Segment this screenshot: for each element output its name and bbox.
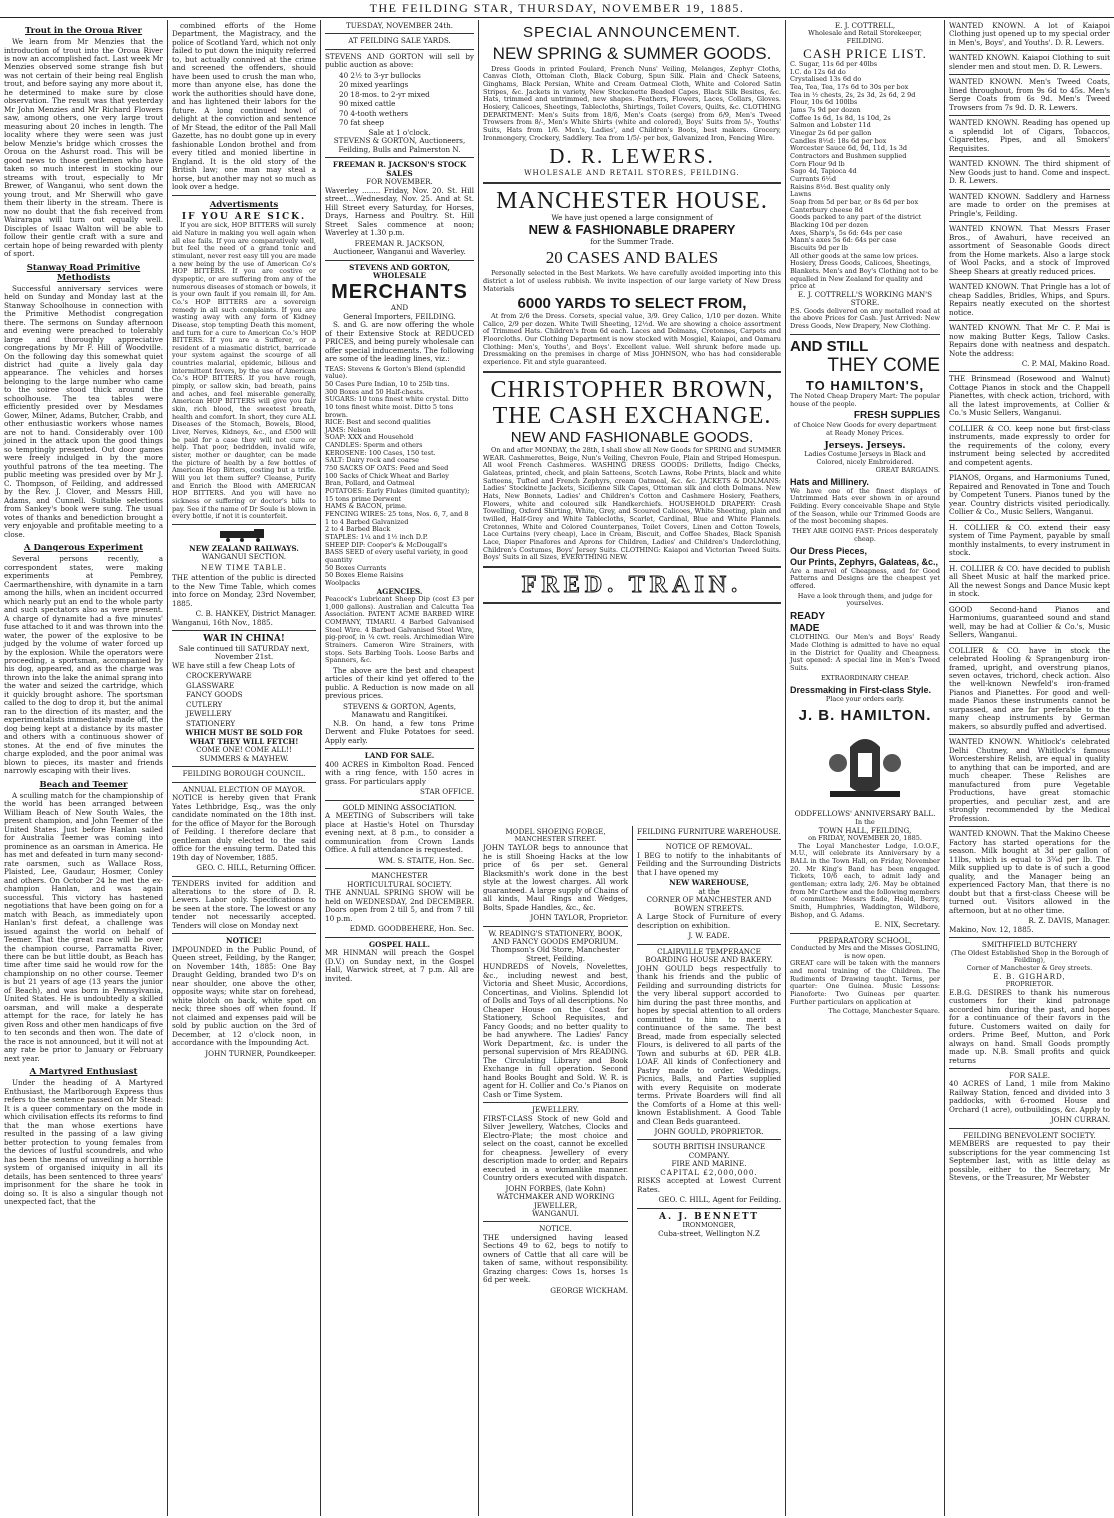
ad-text: WHICH MUST BE SOLD FOR WHAT THEY WILL FETCH! bbox=[185, 728, 303, 746]
ad-text: THE ANNUAL SPRING SHOW will be held on WEDNESDAY, 2nd DECEMBER. Doors open from 2 till 5, and from 7 till 10 p.m. bbox=[325, 888, 474, 923]
signature: C. P. MAI, Makino Road. bbox=[1021, 358, 1110, 368]
ad-title: AT FEILDING SALE YARDS. bbox=[348, 36, 451, 46]
column-7 bbox=[945, 20, 1114, 1516]
ad-headline: THE CASH EXCHANGE. bbox=[492, 402, 772, 429]
ad-headline: AND STILL bbox=[790, 337, 869, 355]
list-item: Currants 6½d bbox=[790, 174, 837, 183]
ad-text: In the bbox=[855, 817, 875, 826]
list-item: Flour, 10s 6d 100lbs bbox=[790, 98, 858, 107]
list-item: CANDLES: Sperm and others bbox=[325, 441, 423, 450]
signature: GEO. C. HILL, Returning Officer. bbox=[196, 863, 316, 873]
list-item: POTATOES: Early Flukes (limited quantity); 15 tons prime Derwent bbox=[325, 487, 470, 503]
signature: E. NIX, Secretary. bbox=[874, 920, 940, 930]
ad-subtitle: WHOLESALE AND RETAIL STORES, FEILDING. bbox=[524, 168, 740, 178]
signature: GEORGE WICKHAM. bbox=[550, 1285, 628, 1295]
list-item: Biscuits 9d per lb bbox=[790, 243, 848, 252]
ad-title: MODEL SHOEING FORGE, bbox=[505, 827, 606, 836]
signature: JOHN CURRAN. bbox=[1050, 1115, 1110, 1125]
classified-ad: H. COLLIER & CO. extend their easy system of Time Payment, payable by small monthly instalments, to every instrument in stock. bbox=[949, 522, 1110, 558]
ad-headline: Jerseys. Jerseys. bbox=[824, 440, 906, 451]
ad-title: ANNUAL ELECTION OF MAYOR. bbox=[182, 784, 306, 794]
signature: STEVENS & GORTON, Auctioneers, bbox=[333, 136, 466, 146]
ad-headline: TO HAMILTON'S, bbox=[805, 377, 925, 393]
ad-title: FEILDING FURNITURE WAREHOUSE. bbox=[637, 827, 781, 836]
list-item: Woolpacks bbox=[325, 578, 361, 587]
ad-subtitle: Wholesale and Retail Storekeeper, FEILDING. bbox=[808, 29, 922, 46]
column-1 bbox=[0, 20, 167, 1516]
classified-ad: WANTED KNOWN. That Mr C. P. Mai is now making Butter Kegs, Tallow Casks. Repairs done with neatness and despatch. Note the address: bbox=[949, 323, 1110, 358]
merchant-name: D. R. LEWERS. bbox=[549, 144, 715, 169]
merchandise-list bbox=[325, 366, 474, 588]
classified-ad: WANTED KNOWN. The third shipment of New Goods just to hand. Come and inspect. D. R. Lewers. bbox=[949, 159, 1110, 186]
list-item: Goods packed to any part of the district bbox=[790, 213, 922, 222]
signature: STEVENS & GORTON, Agents, Manawatu and Rangitikei. bbox=[342, 701, 457, 720]
ad-text: at the bbox=[698, 886, 720, 896]
ad-title: SOUTH BRITISH INSURANCE COMPANY. bbox=[652, 1142, 766, 1160]
classified-ad: WANTED KNOWN. Saddlery and Harness are made to order on the premises at Pringle's, Feilding. bbox=[949, 191, 1110, 218]
ad-text: AND bbox=[390, 303, 409, 313]
signature: JOHN TURNER, Poundkeeper. bbox=[205, 1048, 316, 1058]
ad-text: GREAT BARGAINS. bbox=[875, 465, 940, 474]
ad-text: Sale at 1 o'clock. bbox=[368, 127, 431, 137]
ad-subtitle: NEW TIME TABLE. bbox=[201, 562, 287, 572]
ad-text: STEVENS AND GORTON will sell by public auction as above: bbox=[325, 51, 474, 70]
ad-text: on FRIDAY, NOVEMBER 20, 1885. bbox=[808, 833, 922, 842]
list-item: GLASSWARE bbox=[186, 680, 235, 690]
list-item: Bran, Pollard, and Oatmeal bbox=[325, 479, 415, 488]
article-text: Several persons recently, a correspondent states, were making experiments at Pembrey, Caermarthenshire, with dynamite in a tarn among the hills, when an incident occurred which nearly put an end to the whole party and such spectators also as were present. A charge of dynamite had a five minutes' fuse attached to it and was thrown into the water, the power of the explosive to be judged by the volume of water forced up by the explosion. While the operators were proceeding, a sportsman, accompanied by his dog, appeared, and as the charge was thrown into the lake the animal sprang into the water and seized the cartridge, which it quickly brought ashore. The sportsman called to the dog to drop it, but the animal ran to the direction of its master, and the experimentalists immediately made off, the dog being kept at a distance by its master and others with a continuous shower of stones. At the end of five minutes the charge exploded, and the poor animal was blown to pieces, its master and friends narrowly escaping with their lives. bbox=[4, 554, 163, 776]
list-item: SHEEP DIP: Cooper's & McDougall's bbox=[325, 540, 448, 549]
ad-text: MEMBERS are requested to pay their subscriptions for the year commencing 1st September last, with as little delay as possible, either to the Secretary, Mr Stevens, or the Treasurer, Mr Webster bbox=[949, 1139, 1110, 1183]
list-item: I.C. do 12s 6d do bbox=[790, 67, 846, 76]
ad-text: P.S. Goods delivered on any metalled road at the above Prices for Cash. Just Arrived: New Dress Goods, New Drapery, New Clothing. bbox=[790, 306, 940, 331]
classified-ad: COLLIER & CO. have in stock the celebrated Hooling & Sprangenburg iron-framed, upright, and overstrung pianos, seven octaves, trichord, check action. Also the well-known Newfeld's iron-framed Pianos and Pianettes. For good and well-made Pianos these instruments cannot be surpassed, and are far preferable to the many cheap instruments by German makers, so absurdly puffed and advertised. bbox=[949, 645, 1110, 731]
ad-title: W. READING'S STATIONERY, BOOK, AND FANCY GOODS EMPORIUM. bbox=[488, 928, 623, 946]
ad-text: EXTRAORDINARY CHEAP. bbox=[821, 673, 909, 682]
headline: Trout in the Oroua River bbox=[24, 26, 143, 36]
list-item: JEWELLERY bbox=[186, 709, 232, 719]
ad-headline: MERCHANTS bbox=[331, 280, 468, 303]
list-item: Contractors and Bushmen supplied bbox=[790, 152, 907, 160]
classified-ad: WANTED KNOWN. That the Makino Cheese Factory has started operations for the season. Milk bought at 3d per gallon of 11lbs, which is equal to 3¾d per lb. The Milk supplied up to date is of such a good quality, and the Manager being an experienced Factory Man, that there is no doubt but that a first-class Cheese will be turned out. Visitors allowed in the afternoon, but at no other time. bbox=[949, 829, 1110, 915]
ad-text: for the Summer Trade. bbox=[590, 236, 674, 246]
ad-headline: 6000 YARDS TO SELECT FROM, bbox=[517, 295, 747, 313]
list-item: Crystalised 13s 6d do bbox=[790, 75, 862, 84]
ad-text: JOHN GOULD begs respectfully to thank his friends and the public of Feilding and surrounding districts for the very liberal support accorded to him during the past three months, and hopes by special attention to all orders committed to him to merit a continuance of the same. The best Bread, made from especially selected Flours, is delivered to all parts of the Town and suburbs at 6D. PER 4LB. LOAF. All kinds of Confectionery and Pastry made to order. Weddings, Picnics, Balls, and Parties supplied with every Requisite on moderate terms. Private Boarders will find all the Comforts of a Home at this well-known Establishment. A Good Table and Clean Beds guaranteed. bbox=[637, 963, 781, 1126]
ad-text: Personally selected in the Best Markets. We have carefully avoided importing into this district a lot of useless rubbish. We invite inspection of our large variety of New Dress Materials bbox=[483, 269, 781, 293]
ad-subtitle: CAPITAL £2,000,000. bbox=[660, 1167, 758, 1177]
list-item: Lawns bbox=[790, 190, 812, 199]
ad-title: CLAIRVILLE TEMPERANCE BOARDING HOUSE AND BAKERY. bbox=[645, 946, 773, 965]
ad-text: THEY ARE GOING FAST: Prices desperately cheap. bbox=[792, 527, 938, 543]
ad-title: GOSPEL HALL. bbox=[368, 939, 430, 949]
list-item: HAMS & BACON, prime. bbox=[325, 502, 407, 511]
oddfellows-crest-icon bbox=[820, 727, 910, 807]
ad-text: HUNDREDS of Novels, Novelettes, &c., including newest and best, Victoria and Sheet Music, Accordions, Concertinas, and Violins. Splendid lot of Dolls and Toys of all descriptions. No Cheaper House on the Coast for Stationery, School Requisites, and Fancy Goods; and no better quality to be had anywhere. The Ladies' Fancy Work Department, &c. is under the personal supervision of Mrs READING. The Circulating Library and Book Exchange in full operation. Second hand Books Bought and Sold. W. R. is agent for H. Collier and Co.'s Pianos on Cash or Time System. bbox=[483, 962, 628, 1099]
ad-title: HORTICULTURAL SOCIETY. bbox=[347, 879, 452, 889]
signature: R. Z. DAVIS, Manager. bbox=[1028, 916, 1110, 926]
list-item: Vinegar 2s 6d per gallon bbox=[790, 129, 872, 138]
ad-subtitle: IRONMONGER, bbox=[682, 1221, 736, 1230]
ad-title: PREPARATORY SCHOOL, bbox=[818, 935, 912, 945]
ad-title: SPECIAL ANNOUNCEMENT. bbox=[523, 24, 741, 41]
article-text: Under the heading of A Martyred Enthusiast, the Marlborough Express thus refers to the sentence passed on Mr Stead: It is a queer commentary on the mode in which civilisation effects its reforms to find that the man whose exertions have resulted in the passing of a law giving better protection to young females from the devices of lustful scoundrels, and who has been the means of unveiling a horrible system of organised iniquity in all its details, has been sentenced to three years' imprisonment for the share he took in doing so. It is also a singular though not unexpected fact, that the bbox=[4, 1078, 163, 1207]
ad-text: Waverley ........ Friday, Nov. 20. St. Hill street....Wednesday, Nov. 25. And at St. Hill Street every Saturday, for Horses, Drays, Harness and Poultry. St. Hill Street Sales commence at noon; Waverley at 1.30 p.m. bbox=[325, 185, 474, 238]
list-item: 50 Boxes Eleme Raisins bbox=[325, 571, 404, 580]
ad-subtitle: FIRE AND MARINE. bbox=[671, 1159, 747, 1169]
article-text: We learn from Mr Menzies that the introduction of trout into the Oroua River is now an accomplished fact. Last week Mr Menzies observed some strange fish but was not certain of their being real English trout, and before saying any more about it, he determined to make sure by close observation. The result was that yesterday Mr John Menzies and Mr Richard Flowers saw, among others, one very large trout measuring about 20 inches in length. The locality where they were seen was just below Menzie's bridge which crosses the Oroua on the Ashurst road. This will be good news to those gentlemen who have taken so much interest in stocking our streams with trout, especially to Mr Brewer, of Wanganui, who sent down the young trout, and Mr Sherwill who gave them their liberty in the stream. There is now no doubt that the fish received from Wairarapa will turn out equally well. Disciples of Isaac Walton will be able to follow their gentle craft with a sure and certain hope of being rewarded with plenty of sport. bbox=[4, 37, 163, 259]
list-item: CROCKERYWARE bbox=[186, 671, 252, 681]
ad-subtitle: PROPRIETOR. bbox=[1005, 979, 1054, 988]
headline: Stanway Road Primitive Methodists bbox=[26, 262, 141, 283]
ad-headline: NEW & FASHIONABLE DRAPERY bbox=[528, 222, 736, 238]
ad-text: The above are the best and cheapest articles of their kind yet offered to the public. A Reduction is now made on all previous prices. bbox=[325, 666, 474, 701]
signature: EDMD. GOODBEHERE, Hon. Sec. bbox=[349, 924, 474, 934]
list-item: STAPLES: 1¼ and 1½ inch D.P. bbox=[325, 533, 428, 542]
ad-subtitle: Conducted by Mrs and the Misses GOSLING, is now open. bbox=[790, 944, 940, 960]
article-text: Successful anniversary services were held on Sunday and Monday last at the Stanway Schoolhouse in connection with the Primitive Methodist congregation there. The sermons on Sunday afternoon and evening were preached to tolerably large and thoroughly appreciative congregations by Mr F. Hill of Woodville. On the following day this somewhat quiet district had quite a lively gala day appearance. The vehicles and horses belonging to the large number who came to the soiree stood thick around the schoolhouse. The tea tables were efficiently presided over by Mesdames Gower, Milner, Adams, Butcher, Crabb, and other enthusiastic workers whose names are not to hand. Considerably over 100 joined in the attack upon the good things so temptingly presented. Out door games were freely indulged in by the more youthful patrons of the tea meeting. The public meeting was presided over by Mr J. C. Thompson, of Feilding, and addressed by the Rev. J. Clover, and Messrs Hill, Adams, and Cunnell. Suitable selections from Sankey's book were sung. The usual votes of thanks and benediction brought a very enjoyable and profitable meeting to a close. bbox=[4, 283, 163, 539]
list-item: Worcester Sauce 6d, 9d, 11d, 1s 3d bbox=[790, 144, 908, 153]
classified-ad: WANTED KNOWN. A lot of Kaiapoi Clothing just opened up to my special order in Men's, Boys', and Youths'. D. R. Lewers. bbox=[949, 21, 1110, 47]
list-item: TEAS: Stevens & Gorton's Blend (splendid value). bbox=[325, 364, 466, 381]
signature: FREEMAN R. JACKSON, bbox=[354, 238, 445, 248]
list-item: 300 Boxes and 50 Half-chests. bbox=[325, 387, 425, 396]
article-text: combined efforts of the Home Department, the Magistracy, and the police of Scotland Yard, which not only failed to put down the iniquity referred to, but actually connived at the crime and screened the offenders, should have been used to crush the man who, more than anyone else, has done the work the authorities should have done, and has lightened their labors for the future. A long continued howl of delight at the conviction and sentence of Mr Stead, the editor of the Pall Mall Gazette, has no doubt gone up in every fashionable London brothel and from every titled and monied libertine in England. It is the old story of the British law; one man may steal a horse, but another may not so much as look over a hedge. bbox=[172, 21, 316, 192]
list-item: BASS SEED of every useful variety, in good quantity bbox=[325, 548, 468, 564]
signature: SUMMERS & MAYHEW. bbox=[199, 753, 289, 763]
signature: JOHN FORBES, (late Kohn) WATCHMAKER AND WORKING JEWELLER, bbox=[496, 1183, 615, 1210]
signature: Feilding, Bulls and Palmerston N. bbox=[338, 144, 461, 154]
ad-text: NOTICE is hereby given that Frank Yates Lethbridge, Esq., was the only candidate nominated on the 18th inst. for the office of Mayor for the Borough of Feilding. I therefore declare that gentleman duly elected to the said office for the ensuing term. Dated this 19th day of November, 1885. bbox=[172, 793, 316, 862]
ad-text: On and after MONDAY, the 28th, I shall show all New Goods for SPRING and SUMMER WEAR. Cashmerettes, Beige, Nun's Veiling, Chevron Foule, Plain and Striped Homespun. All wool French Cashmeres. WASHING DRESS GOODS: Drilletts, Indigo Checks, Galateas, printed, check, and plain Satteens, Scotch Lawns, Robe Prints, black and white Satteens, Tufted and French Zephyrs, cream Oatmeal, &c. &c. JACKETS & DOLMANS: Ladies' Stockinette Jackets, Sicilienne Silk Capes, Ottoman silk and cloth Dolmans. New Hats, New Bonnets, Ladies' and Children's Cotton and Cashmere Hosiery, Feathers, Flowers, white and coloured silk Handkerchiefs. HOUSEHOLD DRAPERY: Crash Towelling, Oxford Shirting, White, Grey, and Scoured Calicoes, White Sheeting, plain and twilled, Half-Grey and White Tablecloths, Scarlet, Cardinal, Blue and White Flannels. Cretonnes, White and Colored Counterpanes, Toilet Covers, Linen and Cotton Towels, Lace Curtains (very cheap), Lace in Cream, Biscuit, and Coffee Shades, Black Spanish Lace, Diaper Pinafores and Aprons for Children, Ladies' and Children's Underclothing, Children's Costumes, Boys' Jersey Suits. CLOTHING: Kaiapoi and Victorian Tweed Suits. Boys' Suits in all Sizes, EVERYTHING NEW. bbox=[483, 446, 781, 562]
ad-title: SMITHFIELD BUTCHERY bbox=[981, 940, 1078, 950]
merchant-name: E. J. COTTRELL'S WORKING MAN'S STORE. bbox=[797, 289, 933, 308]
signature: WANGANUI. bbox=[532, 1209, 579, 1218]
locomotive-icon bbox=[214, 528, 274, 542]
list-item: Blacking 10d per dozen bbox=[790, 220, 869, 229]
ad-subtitle: Cuba-street, Wellington N.Z bbox=[658, 1229, 760, 1239]
ad-title: WAR IN CHINA! bbox=[203, 634, 285, 645]
list-item: FENCING WIRES: 25 tons, Nos. 6, 7, and 8 bbox=[325, 510, 469, 519]
list-item: 20 mixed yearlings bbox=[339, 80, 409, 90]
list-item: 70 fat sheep bbox=[339, 118, 384, 128]
ad-title: FEILDING BOROUGH COUNCIL. bbox=[182, 769, 306, 779]
ad-text: Ladies Costume Jerseys in Black and Colored, nicely Embroidered. bbox=[804, 450, 926, 466]
merchant-name: E. J. COTTRELL, bbox=[834, 21, 896, 30]
list-item: Mann's axes 5s 6d: 64s per case bbox=[790, 236, 897, 245]
ad-headline: NEW WAREHOUSE, bbox=[669, 878, 749, 888]
ad-subtitle: Thompson's Old Store, Manchester Street, Feilding. bbox=[491, 945, 620, 963]
classified-ad: GOOD Second-hand Pianos and Harmoniums, guaranteed sound and stand well, may be had at Collier & Co.'s, Music Sellers, Wanganui. bbox=[949, 604, 1110, 640]
classified-ad: H. COLLIER & CO. have decided to publish all Sheet Music at half the marked price. All the newest Songs and Dance Music kept in stock. bbox=[949, 563, 1110, 599]
list-item: KEROSENE: 100 Cases, 150 test. bbox=[325, 448, 436, 457]
list-item: 50 Boxes Currants bbox=[325, 563, 387, 572]
ad-headline: THEY COME bbox=[827, 355, 940, 377]
ad-text: TENDERS invited for addition and alterations to the store of D. R. Lewers. Labor only. Specifications to be seen at the store. The lowest or any tender not necessarily accepted. Tenders will close on Monday next bbox=[172, 878, 316, 930]
list-item: 100 Sacks of Chick Wheat and Barley bbox=[325, 471, 449, 480]
signature: C. B. HANKEY, District Manager. bbox=[195, 609, 316, 619]
goods-list bbox=[172, 672, 316, 728]
list-item: Coffee 1s 6d, 1s 8d, 1s 10d, 2s bbox=[790, 113, 891, 122]
ad-text: The Noted Cheap Drapery Mart: The popular house of the people. bbox=[790, 392, 940, 408]
signature: WM. S. STAITE, Hon. Sec. bbox=[378, 855, 474, 865]
ad-subtitle: NOTICE OF REMOVAL. bbox=[665, 842, 753, 852]
ad-text: E.B.G. DESIRES to thank his numerous customers for their kind patronage accorded him during the past, and hopes for a continuance of their favors in the future. Customers waited on daily for orders. Prime Beef, Mutton, and Pork always on hand. Small Goods promptly made up. N.B. Small profits and quick returns bbox=[949, 987, 1110, 1065]
classified-ad: COLLIER & CO. keep none but first-class instruments, made expressly to order for the requirements of the colony, every instrument being selected by accredited and competent agents. bbox=[949, 423, 1110, 467]
list-item: Salmon and Lobster 11d bbox=[790, 121, 871, 130]
list-item: SUGARS: 10 tons finest white crystal. Ditto 10 tons finest white moist. Ditto 5 tons brown. bbox=[325, 395, 469, 419]
list-item: 90 mixed cattle bbox=[339, 99, 396, 109]
ad-text: CLOTHING. Our Men's and Boys' Ready Made Clothing is admitted to have no equal in the District for Quality and Cheapness. Just opened: A special line in Men's Tweed Suits. bbox=[790, 633, 940, 673]
signature: GEO. C. HILL, Agent for Feilding. bbox=[658, 1195, 781, 1205]
ad-headline: MANCHESTER HOUSE. bbox=[496, 187, 768, 214]
list-item: STATIONERY bbox=[186, 718, 236, 728]
classified-ad: THE Brinsmead (Rosewood and Walnut) Cottage Pianos in stock and the Chappell Pianettes, with check action, trichord, with all the latest improvements, at Collier & Co.'s Music Sellers, Wanganui. bbox=[949, 374, 1110, 418]
list-item: 40 2½ to 3-yr bullocks bbox=[339, 70, 421, 80]
signature: Auctioneer, Wanganui and Waverley. bbox=[333, 247, 466, 257]
list-item: SOAP: XXX and Household bbox=[325, 433, 414, 442]
ad-title: GOLD MINING ASSOCIATION. bbox=[342, 802, 457, 812]
ad-headline: NEW AND FASHIONABLE GOODS. bbox=[510, 429, 754, 447]
ad-title: ODDFELLOWS' ANNIVERSARY BALL. bbox=[794, 809, 936, 819]
merchant-name: FRED. TRAIN. bbox=[521, 571, 743, 598]
classified-ad: WANTED KNOWN. That Messrs Fraser Bros., of Awahuri, have received an assortment of Seasonable Goods direct from the Home markets. Also a large stock of Wool Packs, and a stock of Improved Sheep Shears at greatly reduced prices. bbox=[949, 224, 1110, 276]
ad-text: MR HINMAN will preach the Gospel (D.V.) on Sunday next, in the Gospel Hall, Warwick street, at 7 p.m. All are invited. bbox=[325, 948, 474, 983]
ad-text: N.B. On hand, a few tons Prime Derwent and Fluke Potatoes for seed. Apply early. bbox=[325, 718, 474, 745]
ad-title: FREEMAN R. JACKSON'S STOCK SALES bbox=[332, 160, 467, 178]
ad-title: NEW ZEALAND RAILWAYS. bbox=[189, 543, 299, 553]
merchant-name: J. B. HAMILTON. bbox=[798, 706, 932, 724]
classified-ad: PIANOS, Organs, and Harmoniums Tuned, Repaired and Renovated in Tone and Touch by Competent Tuners. Pianos tuned by the year. Country districts visited periodically. Collier & Co., Music Sellers, Wanganui. bbox=[949, 473, 1110, 517]
ad-title: NOTICE. bbox=[539, 1224, 572, 1234]
ad-title: IF YOU ARE SICK. bbox=[181, 211, 307, 222]
list-item: C. Sugar, 11s 6d per 40lbs bbox=[790, 60, 878, 69]
ad-subtitle: (The Oldest Established Shop in the Borough of Feilding), bbox=[950, 948, 1109, 965]
stock-list bbox=[325, 72, 474, 128]
ad-text: Are a marvel of Cheapness, and for Good Patterns and Designs are the cheapest yet offered. bbox=[790, 566, 940, 590]
ad-text: A Large Stock of Furniture of every description on exhibition. bbox=[637, 912, 781, 930]
ad-text: We have just opened a large consignment of bbox=[551, 212, 713, 222]
ad-headline: Our Dress Pieces, bbox=[790, 546, 868, 557]
list-item: Soap from 5d per bar, or 8s 6d per box bbox=[790, 197, 919, 206]
ad-text: CORNER OF MANCHESTER AND BOWEN STREETS. bbox=[646, 895, 772, 913]
ad-text: I BEG to notify to the inhabitants of Feilding and the Surrounding Districts that I have opened my bbox=[637, 850, 781, 877]
ad-text: IMPOUNDED in the Public Pound, of Queen street, Feilding, by the Ranger, on November 14th, 1885: One Bay Draught Gelding, branded two D's on near shoulder, one above the other, opposite ways; white star on forehead, white blotch on back, white spot on neck; three shoes off when found. If not claimed and expenses paid will be sold by public auction on the 3rd of December, at 12 o'clock noon, in accordance with the Impounding Act. bbox=[172, 944, 316, 1048]
list-item: Axes, Sharp's, 5s 6d: 64s per case bbox=[790, 228, 903, 237]
section-heading: Advertisments bbox=[209, 199, 279, 210]
column-4 bbox=[479, 20, 785, 825]
ad-text: GREAT care will be taken with the manners and moral training of the Children. The Rudiments of Drawing taught. Terms, per quarter: One Guinea. Music Lessons: Pianoforte: Two Guineas per quarter. Further particulars on application at bbox=[790, 959, 940, 1006]
list-item: 1 to 4 Barbed Galvanized bbox=[325, 517, 409, 526]
ad-text: JOHN TAYLOR begs to announce that he is still Shoeing Hacks at the low price of 6s per set. General Blacksmith's work done in the best style at the lowest charges. All work guaranteed. A large supply of Chains of all kinds, Maul Rings and Wedges, Bolts, Spade Handles, &c., &c. bbox=[483, 843, 628, 912]
ad-text: If you are sick, HOP BITTERS will surely aid Nature in making you well again when all else fails. If you are comparatively well, but feel the need of a grand tonic and stimulant, never rest easy till you are made a new being by the use of American Co's HOP BITTERS. If you are costive or dyspeptic, or are suffering from any of the numerous diseases of stomach or bowels, it is your own fault if you remain ill, for Am. Co.'s HOP BITTERS are a sovereign remedy in all such complaints. If you are wasting away with any form of Kidney Disease, stop tempting Death this moment, and turn for a cure to American Co.'s HOP BITTERS. If you are a Sufferer, or a resident of a miasmatic district, barricade your system against the scourge of all countries malarial, epidemic, bilious and intermittent fevers, by the use of American Co.'s HOP BITTERS. If you have rough, pimply, or sallow skin, bad breath, pains and aches, and feel miserable generally, American HOP BITTERS will give you fair skin, rich blood, the sweetest breath, health and comfort. In short, they cure ALL Diseases of the Stomach, Bowels, Blood, Liver, Nerves, Kidneys, &c., and £500 will be paid for a case they will not cure or help. That poor, bedridden, invalid wife, sister, mother or daughter, can be made the picture of health by a few bottles of American Hop Bitters, costing but a trifle. Will you let them suffer? Cleanse, Purify and Enrich the Blood with AMERICAN HOP BITTERS. And you will have no sickness or suffering or doctor's bills to pay. See if the name of Dr Soule is blown in every bottle, if not it is counterfeit. bbox=[172, 221, 316, 521]
ad-subtitle: FOR NOVEMBER. bbox=[366, 177, 433, 187]
ad-headline: Our Prints, Zephyrs, Galateas, &c., bbox=[790, 556, 939, 567]
ad-subtitle: WANGANUI SECTION. bbox=[201, 552, 287, 562]
merchant-name: CHRISTOPHER BROWN, bbox=[490, 376, 774, 403]
ad-text: Peacock's Lubricant Sheep Dip (cost £3 per 1,000 gallons). Australian and Calcutta Tea Association. PATENT ACME BARBED WIRE COMPANY, TIMARU. 4 Barbed Galvanised Steel Wire. 4 Barbed Galvanised Steel Wire, pig-proof, in ¼ cwt. reels. Archimedian Wire Strainers. Cameron Wire Strainers, with stops. Sets Barbing Tools. Loose Barbs and Spanners, &c. bbox=[325, 595, 474, 665]
merchant-name: A. J. BENNETT bbox=[659, 1211, 759, 1222]
ad-text: THE attention of the public is directed to the New Time Table, which comes into force on Monday, 23rd November, 1885. bbox=[172, 573, 316, 608]
list-item: Tea, Tea, Tea, 17s 6d to 30s per box bbox=[790, 83, 909, 92]
ad-subtitle: General Importers, FEILDING. bbox=[343, 311, 456, 321]
list-item: 750 SACKS OF OATS: Feed and Seed bbox=[325, 464, 449, 473]
ad-title: FEILDING BENEVOLENT SOCIETY. bbox=[963, 1130, 1096, 1140]
ad-text: The Loyal Manchester Lodge, I.O.O.F., M.U., will celebrate its Anniversary by a BALL in the Town Hall, on Friday, November 20. Mr King's Band has been engaged. Tickets, 10/6 each, to admit lady and gentleman; extra lady, 2/6. May be obtained from Mr Carthew and the following members of committee: Messrs Eade, Heald, Berry, Smith, Humphries, Waddington, Wildbore, Bishop, and G. Adams. bbox=[790, 841, 940, 919]
ad-headline: FRESH SUPPLIES bbox=[853, 410, 940, 422]
ad-headline: Hats and Millinery. bbox=[790, 477, 869, 488]
price-list bbox=[790, 61, 940, 291]
ad-headline: 20 CASES AND BALES bbox=[545, 248, 719, 268]
ad-text: Dress Goods in printed Foulard, French Nuns' Veiling, Melanges, Zephyr Cloths, Canvas Cloth, Ottoman Cloth, Black Coburg, Spun Silk. Plain and Check Sateens, Ginghams, Black Persian, White and Cream Oatmeal Cloth, White and Colored Satin Stripes, &c. Jackets in variety, New Stockenette Beaded Capes, Black Silk Besites, &c. Hats, trimmed and untrimmed, new shapes. Feathers, Flowers, Laces, Collars, Gloves. Hosiery, Calicoes, Sheetings, Tablecloths, Shirtings, Toilet Covers, Quilts, &c. CLOTHING DEPARTMENT: Men's Suits from 18/6, Men's Coats (serge) from 6/9, Men's Tweed Trowsers from 8/-, Men's White Shirts (white and colored), Boys' Suits from 5/-, Youths' Suits, Hats from 1/6. Men's, Ladies', and Children's Boots, best makers. Grocery, Ironmongery, Crockery, Saddlery. Tea from 1/5/- per box, Galvanized Iron, Fencing Wire. bbox=[483, 64, 781, 142]
list-item: 70 4-tooth wethers bbox=[339, 108, 409, 118]
ad-subtitle: Corner of Manchester & Grey streets. bbox=[966, 963, 1093, 972]
column-2 bbox=[168, 20, 320, 1516]
ad-subtitle: Sale continued till SATURDAY next, November 21st. bbox=[178, 643, 310, 662]
list-item: Jams 7s 9d per dozen bbox=[790, 106, 861, 115]
list-item: Sago 4d, Tapioca 4d bbox=[790, 167, 857, 176]
list-item: CUTLERY bbox=[186, 699, 223, 709]
masthead: THE FEILDING STAR, THURSDAY, NOVEMBER 19, 1885. bbox=[0, 0, 1114, 18]
ad-text: At from 2/6 the Dress. Corsets, special value, 3/9. Grey Calico, 1/10 per dozen. White Calico, 2/9 per dozen. White Twill Sheeting, 12½d. We are showing a choice assortment of Trimmed Hats. Children's from 6d each. Laces and Dolmans, Cretonnes, Carpets and Floorcloths. Our Clothing Department is now stocked with Mosgiel, Kaiapoi, and Oamaru Clothing: Men's, Youths', and Boys'. Excellent value. Well shrunk before made up. Dressmaking on the premises in charge of Miss JOHNSON, who has had considerable experience. Fit and style guaranteed. bbox=[483, 311, 781, 366]
list-item: Raisins 8½d. Best quality only bbox=[790, 182, 890, 191]
ad-text: A MEETING of Subscribers will take place at Hastie's Hotel on Thursday evening next, at 8 p.m., to consider a communication from Crown Lands Office. A full attendance is requested. bbox=[325, 811, 474, 855]
classified-ad: WANTED KNOWN. Men's Tweed Coats, lined throughout, from 9s 6d to 45s. Men's Serge Coats from 6s 9d. Men's Tweed Trowsers from 7s 9d. D. R. Lewers. bbox=[949, 77, 1110, 112]
ad-headline: MADE bbox=[790, 622, 820, 634]
list-item: 2 to 4 Barbed Black bbox=[325, 525, 391, 534]
column-3 bbox=[321, 20, 478, 1516]
list-item: 20 18-mos. to 2-yr mixed bbox=[339, 89, 430, 99]
column-4a bbox=[479, 826, 632, 1516]
signature: JOHN GOULD, PROPRIETOR. bbox=[654, 1126, 764, 1136]
ad-text: RISKS accepted at Lowest Current Rates. bbox=[637, 1176, 781, 1194]
column-6 bbox=[786, 20, 944, 1516]
ad-title: STEVENS AND GORTON, WHOLESALE bbox=[349, 262, 450, 281]
headline: A Dangerous Experiment bbox=[23, 543, 144, 554]
column-5 bbox=[633, 826, 785, 1516]
list-item: Canterbury cheese 8d bbox=[790, 205, 863, 214]
signature: J. W. EADE. bbox=[688, 931, 730, 941]
classified-ad: WANTED KNOWN. That Pringle has a lot of cheap Saddles, Bridles, Whips, and Spurs. Repairs neatly executed on the shortest notice. bbox=[949, 282, 1110, 317]
ad-headline: NEW SPRING & SUMMER GOODS. bbox=[492, 43, 772, 63]
ad-text: 40 ACRES of Land, 1 mile from Makino Railway Station, fenced and divided into 3 paddocks, with 6-roomed House and Orchard (1 acre), outbuildings, &c. Apply to bbox=[949, 1079, 1110, 1114]
ad-text: 400 ACRES in Kimbolton Road. Fenced with a ring fence, with 150 acres in grass. For particulars apply bbox=[325, 759, 474, 786]
ad-title: NOTICE! bbox=[226, 936, 262, 946]
list-item: JAMS: Nelson bbox=[325, 425, 371, 434]
ad-text: of Choice New Goods for every department at Ready Money Prices. bbox=[793, 421, 937, 437]
ad-text: COME ONE! COME ALL!! bbox=[196, 745, 292, 755]
date: Wanganui, 16th Nov., 1885. bbox=[172, 617, 273, 627]
ad-date: TUESDAY, NOVEMBER 24th. bbox=[345, 21, 454, 30]
ad-subtitle: MANCHESTER STREET. bbox=[514, 835, 597, 844]
headline: A Martyred Enthusiast bbox=[29, 1067, 138, 1078]
ad-title: FOR SALE. bbox=[1009, 1071, 1050, 1080]
ad-text: S. and G. are now offering the whole of their Extensive Stock at REDUCED PRICES, and being purely wholesale can offer special inducements. The following are some of the leading lines, viz.: bbox=[325, 320, 474, 364]
ad-title: MANCHESTER bbox=[371, 871, 428, 881]
list-item: RICE: Best and second qualities bbox=[325, 418, 431, 427]
list-item: Candles 8½d: 18s 6d per box bbox=[790, 136, 887, 145]
classified-ad: WANTED KNOWN. Reading has opened up a splendid lot of Cigars, Tobaccos, Cigarettes, Pipes, and all Smokers' Requisites. bbox=[949, 118, 1110, 153]
list-item: All other goods at the same low prices. Hosiery, Dress Goods, Calicoes, Sheetings, Blankets. Men's and Boy's Clothing not to be equalled in New Zealand for quality and price at bbox=[790, 251, 939, 291]
ad-subtitle: TOWN HALL, FEILDING, bbox=[818, 825, 912, 835]
classified-ad: WANTED KNOWN. Whitlock's celebrated Delhi Chutney, and Whitlock's famous Worcestershire Relish, are equal in quality to anything that can be imported, and are much cheaper. These Relishes are manufactured from pure Vegetable Productions, have great stomachic properties, and peculiar zest, and are strongly recommended by the Medical Profession. bbox=[949, 737, 1110, 823]
ad-headline: CASH PRICE LIST. bbox=[803, 45, 927, 61]
list-item: Corn Flour 9d lb bbox=[790, 159, 845, 168]
signature: The Cottage, Manchester Square. bbox=[828, 1007, 940, 1016]
list-item: 50 Cases Pure Indian, 10 to 25lb tins. bbox=[325, 379, 450, 388]
ad-text: THE undersigned having leased Sections 49 to 62, begs to notify to owners of Cattle that all care will be taken of same, without responsibility. Grazing charges: Cows 1s, horses 1s 6d per week. bbox=[483, 1232, 628, 1285]
ad-title: JEWELLERY. bbox=[532, 1105, 579, 1115]
ad-text: We have one of the finest displays of Untrimmed Hats ever shown in or around Feilding. Every conceivable Shape and Style of the Season, while our Trimmed Goods are of the most becoming shapes. bbox=[790, 486, 940, 526]
ad-text: Have a look through them, and judge for yourselves. bbox=[797, 591, 933, 608]
list-item: Tea in ½ chests, 2s, 2s 3d, 2s 6d, 2 9d bbox=[790, 90, 916, 99]
signature: STAR OFFICE. bbox=[420, 787, 474, 797]
ad-text: WE have still a few Cheap Lots of bbox=[172, 660, 295, 670]
ad-text: FIRST-CLASS Stock of new Gold and Silver Jewellery, Watches, Clocks and Electro-Plate; the most choice and select on the coast, cannot be excelled for cheapness. Jewellery of every description made to order, and Repairs executed in a workmanlike manner. Country orders executed with dispatch. bbox=[483, 1113, 628, 1183]
ad-headline: READY bbox=[790, 610, 826, 622]
list-item: FANCY GOODS bbox=[186, 690, 243, 700]
headline: Beach and Teemer bbox=[39, 779, 128, 790]
merchant-name: E. B. GIGHARD, bbox=[993, 971, 1066, 981]
ad-headline: Dressmaking in First-class Style. bbox=[790, 685, 932, 696]
ad-title: LAND FOR SALE. bbox=[364, 751, 435, 761]
ad-title: AGENCIES. bbox=[376, 586, 423, 596]
list-item: SALT: Dairy rock and coarse bbox=[325, 456, 419, 465]
date: Makino, Nov. 12, 1885. bbox=[949, 924, 1034, 934]
ad-text: Place your orders early. bbox=[825, 695, 905, 704]
classified-ad: WANTED KNOWN. Kaiapoi Clothing to suit slender men and stout men. D. R. Lewers. bbox=[949, 53, 1110, 71]
article-text: A sculling match for the championship of the world has been arranged between William Beach of New South Wales, the present champion, and John Teemer of the United States. Just before Hanlan sailed for Australia Teemer was coming into prominence as an oarsman in America. He has met and defeated in turn many second-rate oarsmen, such as Wallace Ross, Plaisted, Lee, Gaudaur, Hosmer, Conley and others. On October 24 he met the ex-champion Hanlan, and was again successful. This victory has hastened negotiations that have been going on for a match with Beach, as immediately upon Hanlan's first defeat, a challenge was issued against the world on behalf of Teemer. That the great race will be over the champion course, Parramatta River, there can be but little doubt, as Beach has time after time said he would row for the championship on no other course. Teemer is but 21 years of age (13 years the junior of Beach), and was born in Pennsylvania, United States. He is undoubtedly a skilled oarsman, and will make a desperate attempt for the race, for lately he has given Ross and other men handicaps of five to ten seconds and then won. The date of the race is not announced, but it will not at any rate be prior to January or February next year. bbox=[4, 790, 163, 1063]
signature: JOHN TAYLOR, Proprietor. bbox=[530, 913, 628, 923]
